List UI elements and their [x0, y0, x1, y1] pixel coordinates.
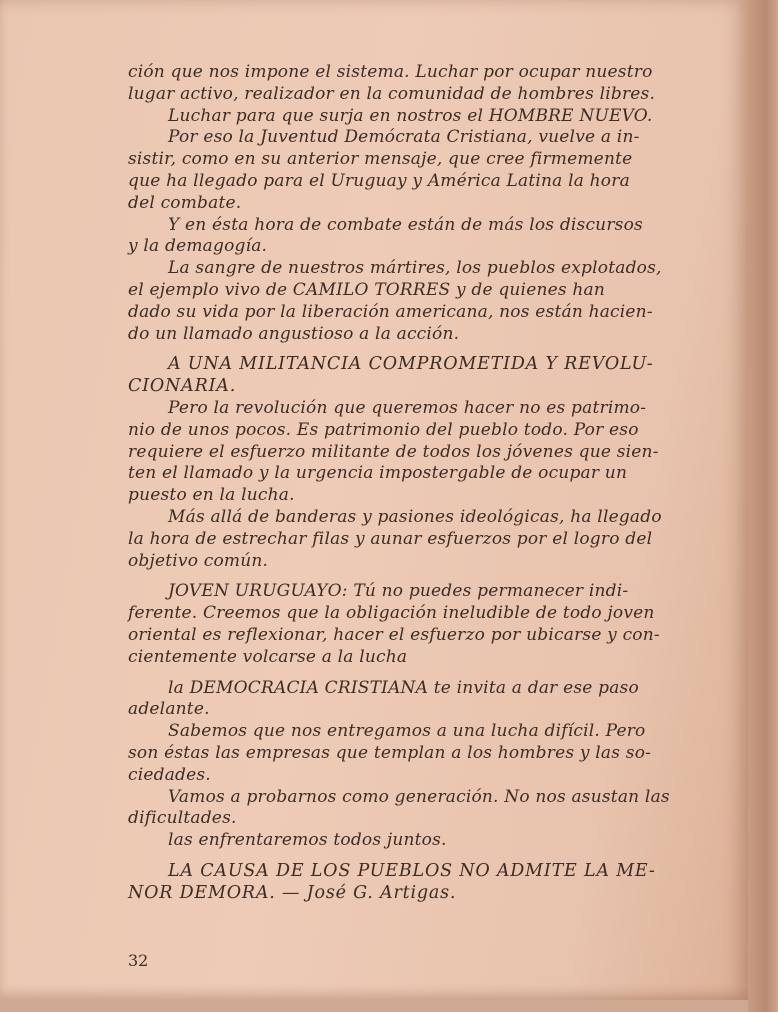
text-line: Sabemos que nos entregamos a una lucha difícil. Pero — [168, 721, 646, 742]
text-line: ferente. Creemos que la obligación ineludible de todo joven — [128, 603, 655, 624]
paragraph-gap — [128, 572, 692, 581]
text-line: dado su vida por la liberación americana, nos están hacien- — [128, 301, 653, 322]
heading-line: A UNA MILITANCIA COMPROMETIDA Y REVOLU- — [168, 354, 654, 375]
text-line: Por eso la Juventud Demócrata Cristiana, vuelve a in- — [168, 127, 640, 148]
text-line: nio de unos pocos. Es patrimonio del pueblo todo. Por eso — [128, 419, 639, 440]
text-line: ten el llamado y la urgencia impostergable de ocupar un — [128, 463, 628, 484]
text-line: y la demagogía. — [128, 236, 268, 257]
heading-line: LA CAUSA DE LOS PUEBLOS NO ADMITE LA ME- — [168, 860, 656, 881]
text-line: ción que nos impone el sistema. Luchar por ocupar nuestro — [128, 62, 653, 82]
text-line: adelante. — [128, 699, 210, 720]
text-line: lugar activo, realizador en la comunidad de hombres libres. — [128, 83, 656, 104]
text-line: Luchar para que surja en nostros el HOMBRE NUEVO. — [168, 105, 653, 126]
text-line: son éstas las empresas que templan a los hombres y las so- — [128, 742, 652, 763]
text-line: las enfrentaremos todos juntos. — [168, 830, 447, 851]
text-line: Más allá de banderas y pasiones ideológicas, ha llegado — [168, 506, 662, 527]
body-text — [128, 62, 692, 904]
text-line: Pero la revolución que queremos hacer no es patrimo- — [168, 397, 647, 418]
paragraph-gap — [128, 852, 692, 861]
paragraph-gap — [128, 345, 692, 354]
text-line: cientemente volcarse a la lucha — [128, 646, 408, 667]
text-line: el ejemplo vivo de CAMILO TORRES y de quienes han — [128, 279, 606, 300]
heading-line: NOR DEMORA. — José G. Artigas. — [128, 882, 457, 903]
text-line: oriental es reflexionar, hacer el esfuerzo por ubicarse y con- — [128, 624, 660, 645]
text-line: Vamos a probarnos como generación. No nos asustan las — [168, 786, 670, 807]
text-line: ciedades. — [128, 764, 211, 785]
text-line: del combate. — [128, 192, 242, 213]
text-line: la DEMOCRACIA CRISTIANA te invita a dar ese paso — [168, 677, 639, 698]
text-line: objetivo común. — [128, 550, 269, 571]
text-line: Y en ésta hora de combate están de más los discursos — [168, 214, 643, 235]
text-line: La sangre de nuestros mártires, los pueblos explotados, — [168, 258, 662, 279]
text-line: do un llamado angustioso a la acción. — [128, 323, 460, 344]
heading-line: CIONARIA. — [128, 376, 237, 397]
text-line: dificultades. — [128, 808, 237, 829]
page-number: 32 — [128, 951, 149, 970]
paragraph-gap — [128, 669, 692, 678]
page-edge — [748, 0, 778, 1012]
text-line: JOVEN URUGUAYO: Tú no puedes permanecer indi- — [168, 581, 629, 602]
text-line: sistir, como en su anterior mensaje, que cree firmemente — [128, 149, 633, 170]
text-line: requiere el esfuerzo militante de todos los jóvenes que sien- — [128, 441, 659, 462]
text-line: que ha llegado para el Uruguay y América Latina la hora — [128, 170, 630, 191]
text-line: la hora de estrechar filas y aunar esfuerzos por el logro del — [128, 528, 653, 549]
text-line: puesto en la lucha. — [128, 485, 295, 506]
